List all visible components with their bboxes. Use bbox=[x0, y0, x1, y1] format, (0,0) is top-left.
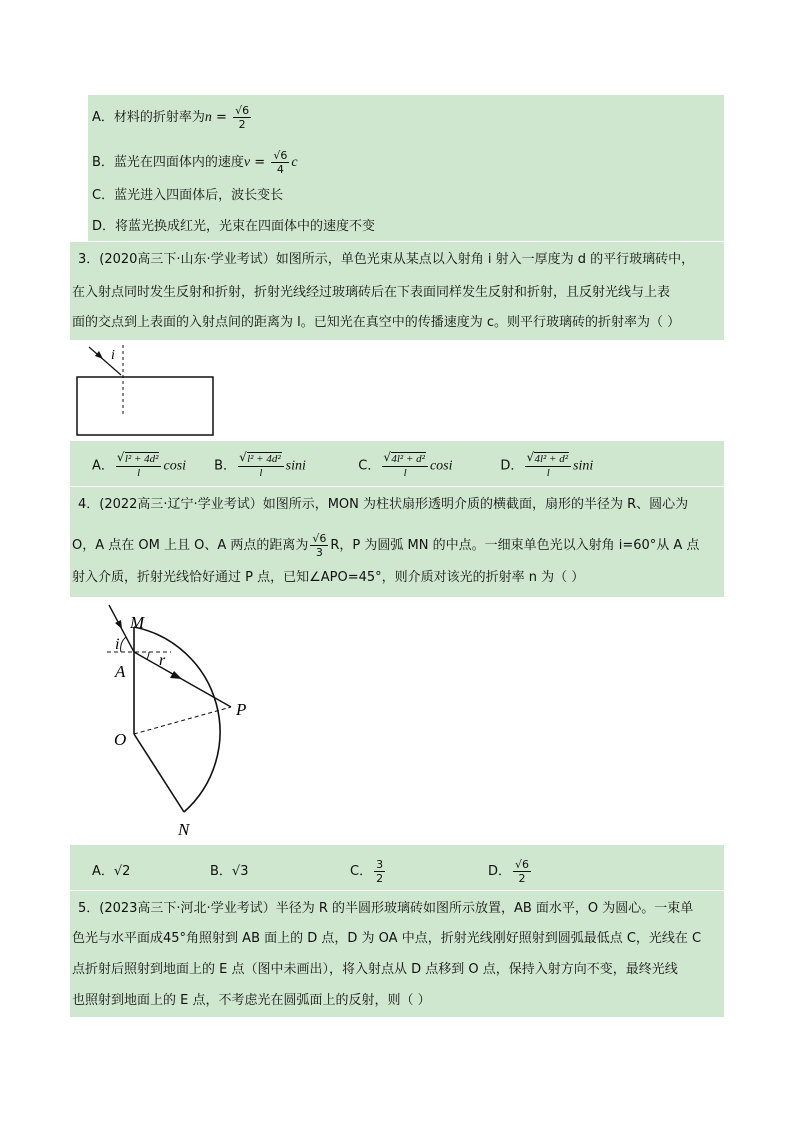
refracted-ray bbox=[134, 652, 231, 707]
q5-stem-line4: 也照射到地面上的 E 点，不考虑光在圆弧面上的反射，则（ ） bbox=[72, 993, 431, 1008]
q5-stem-line1: 5．(2023高三下·河北·学业考试）半径为 R 的半圆形玻璃砖如图所示放置，AB 面水平，O 为圆心。一束单 bbox=[78, 901, 694, 916]
q3-option-b: B． √ $\frac{\text{l² + 4d²}}{l}$ sini bbox=[214, 452, 354, 480]
q2-option-a: A．材料的折射率为n = $\frac{√6}{2}$ bbox=[92, 104, 250, 131]
q3-stem-line2: 在入射点同时发生反射和折射，折射光线经过玻璃砖后在下表面同样发生反射和折射，且反射光线与上表 bbox=[72, 285, 671, 300]
label-i: i bbox=[115, 636, 120, 653]
q3-stem-line3: 面的交点到上表面的入射点间的距离为 l。已知光在真空中的传播速度为 c。则平行玻璃砖的折射率为（ ） bbox=[72, 315, 681, 330]
q2-option-c: C．蓝光进入四面体后，波长变长 bbox=[92, 188, 284, 203]
label-m: M bbox=[130, 613, 145, 632]
q4-option-d: D． $\frac{√6}{2}$ bbox=[488, 858, 530, 885]
q3-option-d: D． √ $\frac{\text{4l² + d²}}{l}$ sini bbox=[500, 452, 593, 480]
label-a: A bbox=[115, 662, 126, 681]
q2-option-d: D．将蓝光换成红光，光束在四面体中的速度不变 bbox=[92, 219, 376, 234]
fraction: $\frac{√6}{2}$ bbox=[235, 104, 250, 131]
q3-options bbox=[92, 452, 593, 480]
q4-option-c: C． $\frac{3}{2}$ bbox=[350, 858, 384, 885]
incident-ray bbox=[89, 347, 121, 375]
q4-option-b: B．√3 bbox=[210, 864, 249, 879]
angle-i-label: i bbox=[111, 348, 115, 363]
arrow-head-refracted bbox=[170, 671, 182, 679]
q4-figure bbox=[71, 599, 257, 842]
radius-on bbox=[134, 734, 184, 812]
q4-stem-line1: 4．(2022高三·辽宁·学业考试）如图所示，MON 为柱状扇形透明介质的横截面，扇形的半径为 R、圆心为 bbox=[78, 497, 689, 512]
arrow-head bbox=[95, 351, 103, 359]
fraction: $\frac{√6}{3}$ bbox=[312, 532, 327, 559]
sector-diagram bbox=[71, 599, 257, 842]
q4-options bbox=[92, 858, 533, 885]
label-n: N bbox=[178, 820, 190, 839]
q2-option-b: B．蓝光在四面体内的速度v = $\frac{√6}{4}$ c bbox=[92, 149, 298, 176]
fraction: $\frac{√6}{4}$ bbox=[273, 149, 288, 176]
q5-stem-line3: 点折射后照射到地面上的 E 点（图中未画出），将入射点从 D 点移到 O 点，保持入射方向不变，最终光线 bbox=[72, 962, 678, 977]
glass-slab bbox=[77, 377, 213, 435]
q3-option-a: A． √ $\frac{\text{l² + 4d²}}{l}$ cosi bbox=[92, 452, 210, 480]
arrow-head-incident bbox=[115, 620, 122, 629]
label-o: O bbox=[114, 730, 127, 749]
angle-r-arc bbox=[147, 652, 149, 659]
q3-option-c: C． √ $\frac{\text{4l² + d²}}{l}$ cosi bbox=[358, 452, 496, 480]
q3-figure bbox=[71, 341, 217, 441]
q4-option-a: A．√2 bbox=[92, 864, 131, 879]
angle-i-arc bbox=[121, 637, 126, 652]
q5-stem-line2: 色光与水平面成45°角照射到 AB 面上的 D 点，D 为 OA 中点，折射光线刚好照射到圆弧最低点 C，光线在 C bbox=[72, 931, 702, 946]
arc-mn bbox=[134, 627, 220, 812]
q4-stem-line3: 射入介质，折射光线恰好通过 P 点，已知∠APO=45°，则介质对该光的折射率 n 为（ ） bbox=[72, 570, 585, 585]
q3-stem-line1: 3．(2020高三下·山东·学业考试）如图所示，单色光束从某点以入射角 i 射入一厚度为 d 的平行玻璃砖中， bbox=[78, 252, 695, 267]
glass-slab-diagram bbox=[71, 341, 217, 441]
label-r: r bbox=[159, 652, 166, 669]
line-op bbox=[134, 707, 231, 734]
label-p: P bbox=[236, 700, 247, 719]
q4-stem-line2: O，A 点在 OM 上且 O、A 两点的距离为 $\frac{√6}{3}$ R，P 为圆弧 MN 的中点。一细束单色光以入射角 i=60°从 A 点 bbox=[72, 532, 700, 559]
